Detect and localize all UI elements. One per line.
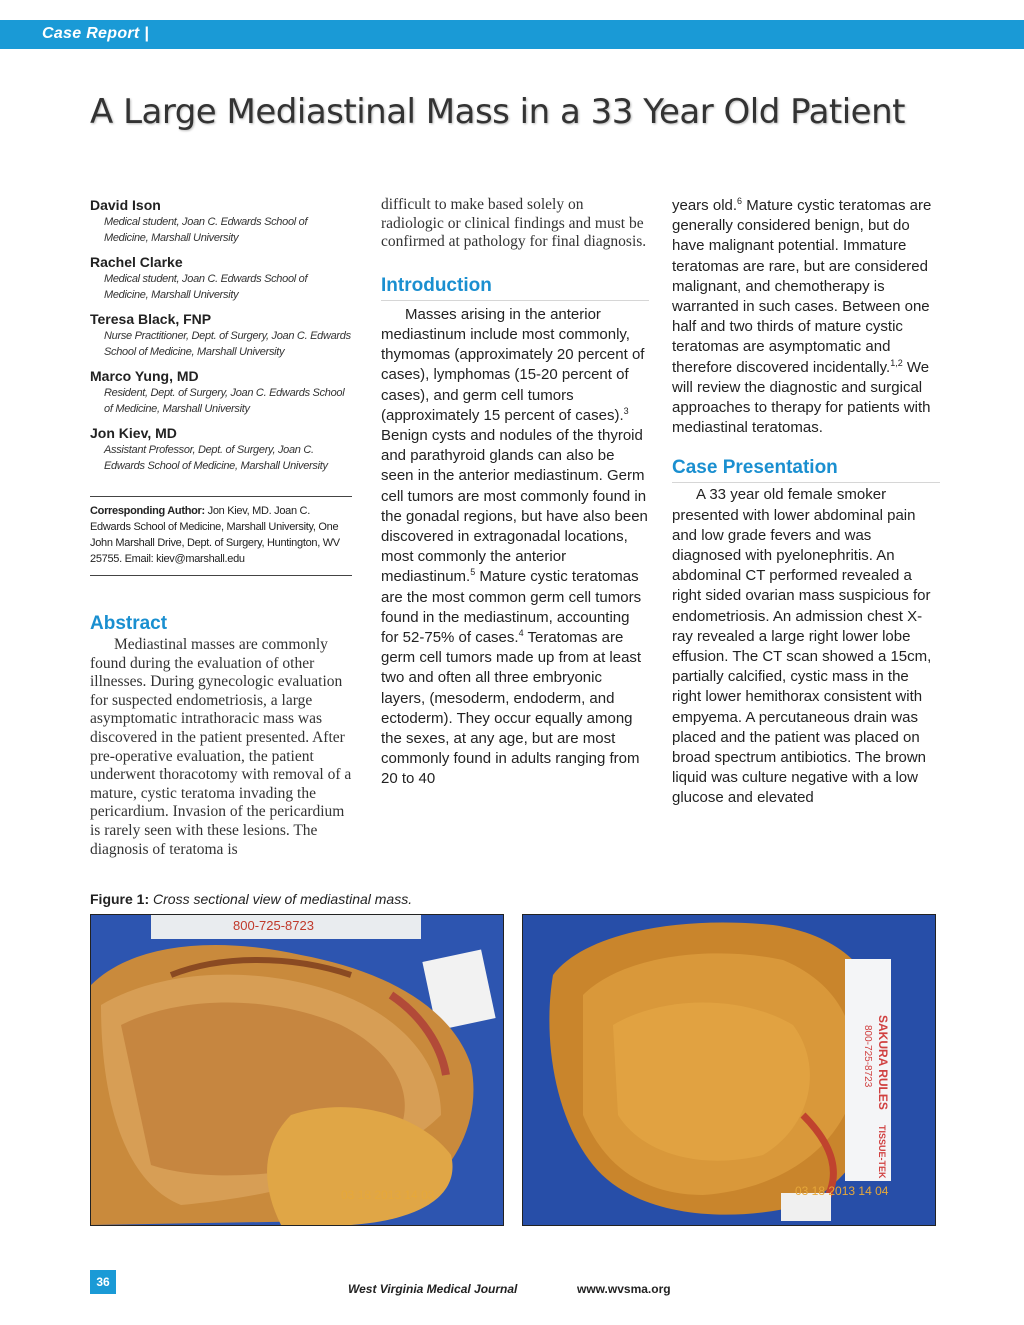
ruler-phone-text: 800-725-8723 <box>233 918 314 933</box>
column-right <box>672 196 940 809</box>
author-affiliation: Medical student, Joan C. Edwards School of Medicine, Marshall University <box>104 273 308 301</box>
abstract-heading: Abstract <box>90 613 168 634</box>
author-name: Teresa Black, FNP <box>90 311 212 327</box>
article-title: A Large Mediastinal Mass in a 33 Year Old Patient <box>90 92 905 132</box>
case-presentation-heading: Case Presentation <box>672 456 940 483</box>
column-middle <box>381 196 649 790</box>
column-left <box>90 196 352 859</box>
figure-photo-right <box>522 914 936 1226</box>
ruler-phone-text: 800-725-8723 <box>862 1025 873 1088</box>
section-header-bar <box>0 20 1024 49</box>
corresponding-author-text: Jon Kiev, MD. Joan C. Edwards School of Medicine, Marshall University, One John Marshall Drive, Dept. of Surgery, Huntington, WV 25755. Email: kiev@marshall.edu <box>90 505 340 565</box>
specimen-image-left <box>91 915 503 1225</box>
ruler-label-text: TISSUE-TEK <box>877 1125 887 1179</box>
specimen-image-right <box>523 915 935 1225</box>
abstract-text: Mediastinal masses are commonly found during the evaluation of other illnesses. During gynecologic evaluation for suspected endometriosis, a large asymptomatic intrathoracic mass was discovered in the patient presented. After pre-operative evaluation, the patient underwent thoracotomy with removal of a mature, cystic teratoma invading the pericardium. Invasion of the pericardium is rarely seen with these lesions. The diagnosis of teratoma is <box>90 636 352 858</box>
abstract-continuation: difficult to make based solely on radiologic or clinical findings and must be confirmed at pathology for final diagnosis. <box>381 196 647 251</box>
introduction-continuation: years old.$^6$ Mature cystic teratomas are generally considered benign, but do have malignant potential. Immature teratomas are rare, but are considered malignant, and chemotherapy is warranted in such cases. Between one half and two thirds of mature cystic teratomas are asymptomatic and therefore discovered incidentally.$^{1,2}$ We will review the diagnostic and surgical approaches to therapy for patients with mediastinal teratomas. <box>672 196 932 437</box>
author-name: Jon Kiev, MD <box>90 425 177 441</box>
figure-caption <box>90 891 412 907</box>
author-block <box>90 253 352 303</box>
case-presentation-text: A 33 year old female smoker presented with lower abdominal pain and low grade fevers and was diagnosed with pyelonephritis. An abdominal CT performed revealed a right sided ovarian mass suspicious for endometriosis. An admission chest X-ray revealed a large right lower lobe effusion. The CT scan showed a 15cm, partially calcified, cystic mass in the right lower hemithorax consistent with empyema. A percutaneous drain was placed and the patient was placed on broad spectrum antibiotics. The brown liquid was culture negative with a low glucose and elevated <box>672 486 932 807</box>
ruler-brand-text: SAKURA RULES <box>876 1015 890 1110</box>
author-name: Marco Yung, MD <box>90 368 199 384</box>
author-affiliation: Medical student, Joan C. Edwards School of Medicine, Marshall University <box>104 216 308 244</box>
introduction-heading: Introduction <box>381 274 649 301</box>
figure-caption-text: Cross sectional view of mediastinal mass. <box>149 891 413 907</box>
corresponding-author <box>90 496 352 576</box>
author-name: David Ison <box>90 197 161 213</box>
author-affiliation: Assistant Professor, Dept. of Surgery, Joan C. Edwards School of Medicine, Marshall University <box>104 444 328 472</box>
author-affiliation: Resident, Dept. of Surgery, Joan C. Edwards School of Medicine, Marshall University <box>104 387 345 415</box>
author-block <box>90 424 352 474</box>
photo-date-stamp: 03 18 2013 14 03 <box>341 1188 435 1202</box>
section-label: Case Report | <box>42 25 150 42</box>
author-affiliation: Nurse Practitioner, Dept. of Surgery, Joan C. Edwards School of Medicine, Marshall University <box>104 330 351 358</box>
author-name: Rachel Clarke <box>90 254 183 270</box>
introduction-text: Masses arising in the anterior mediastinum include most commonly, thymomas (approximately 20 percent of cases), lymphomas (15-20 percent of cases), and germ cell tumors (approximately 15 percent of cases).$^3$ Benign cysts and nodules of the thyroid and parathyroid glands can also be seen in the anterior mediastinum. Germ cell tumors are most commonly found in the gonadal regions, but have also been discovered in extragonadal locations, most commonly the anterior mediastinum.$^5$ Mature cystic teratomas are the most common germ cell tumors found in the mediastinum, accounting for 52-75% of cases.$^4$ Teratomas are germ cell tumors made up from at least two and often all three embryonic layers, (mesoderm, endoderm, and ectoderm). They occur equally among the sexes, at any age, but are most commonly found in adults ranging from 20 to 40 <box>381 305 648 788</box>
journal-name: West Virginia Medical Journal <box>348 1282 518 1296</box>
journal-url: www.wvsma.org <box>577 1282 671 1296</box>
photo-date-stamp: 03 18 2013 14 04 <box>795 1184 889 1198</box>
corresponding-author-label: Corresponding Author: <box>90 505 205 517</box>
author-block <box>90 196 352 246</box>
page-number: 36 <box>90 1270 116 1294</box>
figure-label: Figure 1: <box>90 891 150 907</box>
figure-photo-left <box>90 914 504 1226</box>
author-block <box>90 310 352 360</box>
author-block <box>90 367 352 417</box>
